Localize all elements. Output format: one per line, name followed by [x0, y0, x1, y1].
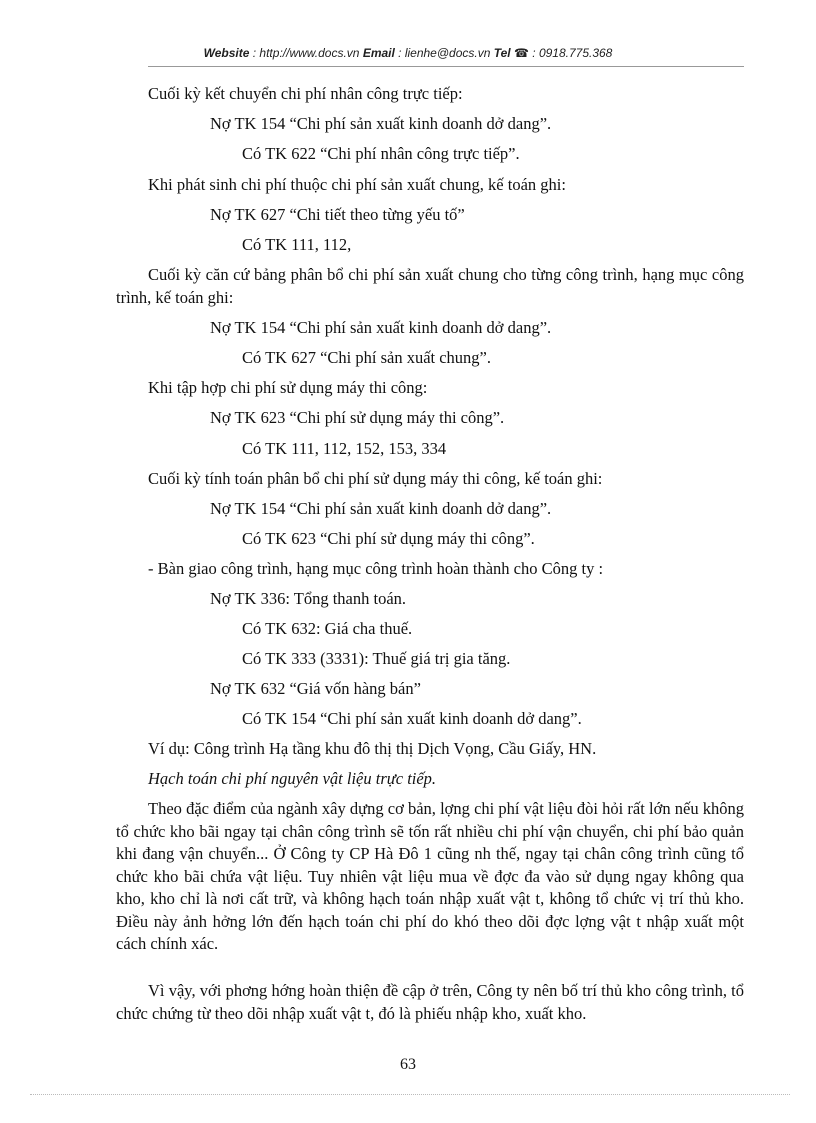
- text-line: Có TK 111, 112, 152, 153, 334: [242, 439, 447, 458]
- text-line: - Bàn giao công trình, hạng mục công trình hoàn thành cho Công ty :: [148, 559, 604, 578]
- text-paragraph: Vì vậy, với phơng hớng hoàn thiện đề cập ở trên, Công ty nên bố trí thủ kho công trình, tổ chức chứng từ theo dõi nhập xuất vật t, đó là phiếu nhập kho, xuất kho.: [116, 981, 744, 1023]
- text-paragraph: Cuối kỳ căn cứ bảng phân bổ chi phí sản xuất chung cho từng công trình, hạng mục công trình, kế toán ghi:: [116, 265, 744, 307]
- phone-icon: ☎: [513, 46, 529, 60]
- section-heading: Hạch toán chi phí nguyên vật liệu trực tiếp.: [148, 769, 437, 788]
- text-line: Có TK 622 “Chi phí nhân công trực tiếp”.: [242, 144, 520, 163]
- page-number: 63: [400, 1056, 416, 1073]
- footer-divider: [30, 1094, 790, 1095]
- text-line: Khi phát sinh chi phí thuộc chi phí sản xuất chung, kế toán ghi:: [148, 175, 566, 194]
- text-line: Nợ TK 632 “Giá vốn hàng bán”: [210, 679, 421, 698]
- text-line: Ví dụ: Công trình Hạ tầng khu đô thị thị Dịch Vọng, Cầu Giấy, HN.: [148, 739, 597, 758]
- text-line: Có TK 632: Giá cha thuế.: [242, 619, 413, 638]
- text-line: Cuối kỳ kết chuyển chi phí nhân công trực tiếp:: [148, 84, 463, 103]
- text-line: Nợ TK 336: Tổng thanh toán.: [210, 589, 407, 608]
- email-label: Email: [362, 46, 395, 60]
- text-line: Có TK 154 “Chi phí sản xuất kinh doanh dở dang”.: [242, 709, 582, 728]
- tel-label: Tel: [493, 46, 511, 60]
- text-line: Nợ TK 627 “Chi tiết theo từng yếu tố”: [210, 205, 465, 224]
- email-value: : lienhe@docs.vn: [394, 46, 494, 60]
- text-line: Nợ TK 154 “Chi phí sản xuất kinh doanh dở dang”.: [210, 114, 552, 133]
- text-line: Khi tập hợp chi phí sử dụng máy thi công:: [148, 378, 428, 397]
- text-line: Có TK 623 “Chi phí sử dụng máy thi công”.: [242, 529, 535, 548]
- website-value: : http://www.docs.vn: [249, 46, 363, 60]
- text-paragraph: Theo đặc điểm của ngành xây dựng cơ bản, lợng chi phí vật liệu đòi hỏi rất lớn nếu không tổ chức kho bãi ngay tại chân công trình sẽ tốn rất nhiều chi phí vận chuyển, chi phí bảo quản khi đang vận chuyển... Ở Công ty CP Hà Đô 1 cũng nh thế, ngay tại chân công trình cũng tổ chức kho bãi chứa vật liệu. Tuy nhiên vật liệu mua về đợc đa vào sử dụng ngay không qua kho, kho chỉ là nơi cất trữ, và không hạch toán nhập xuất vật t, không tổ chức vị trí thủ kho. Điều này ảnh hởng lớn đến hạch toán chi phí do khó theo dõi đợc lợng vật t nhập xuất một cách chính xác.: [116, 799, 744, 953]
- tel-value: : 0918.775.368: [528, 46, 613, 60]
- text-line: Nợ TK 623 “Chi phí sử dụng máy thi công”.: [210, 408, 505, 427]
- text-line: Cuối kỳ tính toán phân bổ chi phí sử dụng máy thi công, kế toán ghi:: [148, 469, 603, 488]
- text-line: Nợ TK 154 “Chi phí sản xuất kinh doanh dở dang”.: [210, 318, 552, 337]
- text-line: Có TK 627 “Chi phí sản xuất chung”.: [242, 348, 491, 367]
- website-label: Website: [203, 46, 250, 60]
- header-divider: [148, 66, 744, 67]
- text-line: Có TK 111, 112,: [242, 235, 352, 254]
- page-header: [0, 46, 816, 60]
- text-line: Có TK 333 (3331): Thuế giá trị gia tăng.: [242, 649, 511, 668]
- text-line: Nợ TK 154 “Chi phí sản xuất kinh doanh dở dang”.: [210, 499, 552, 518]
